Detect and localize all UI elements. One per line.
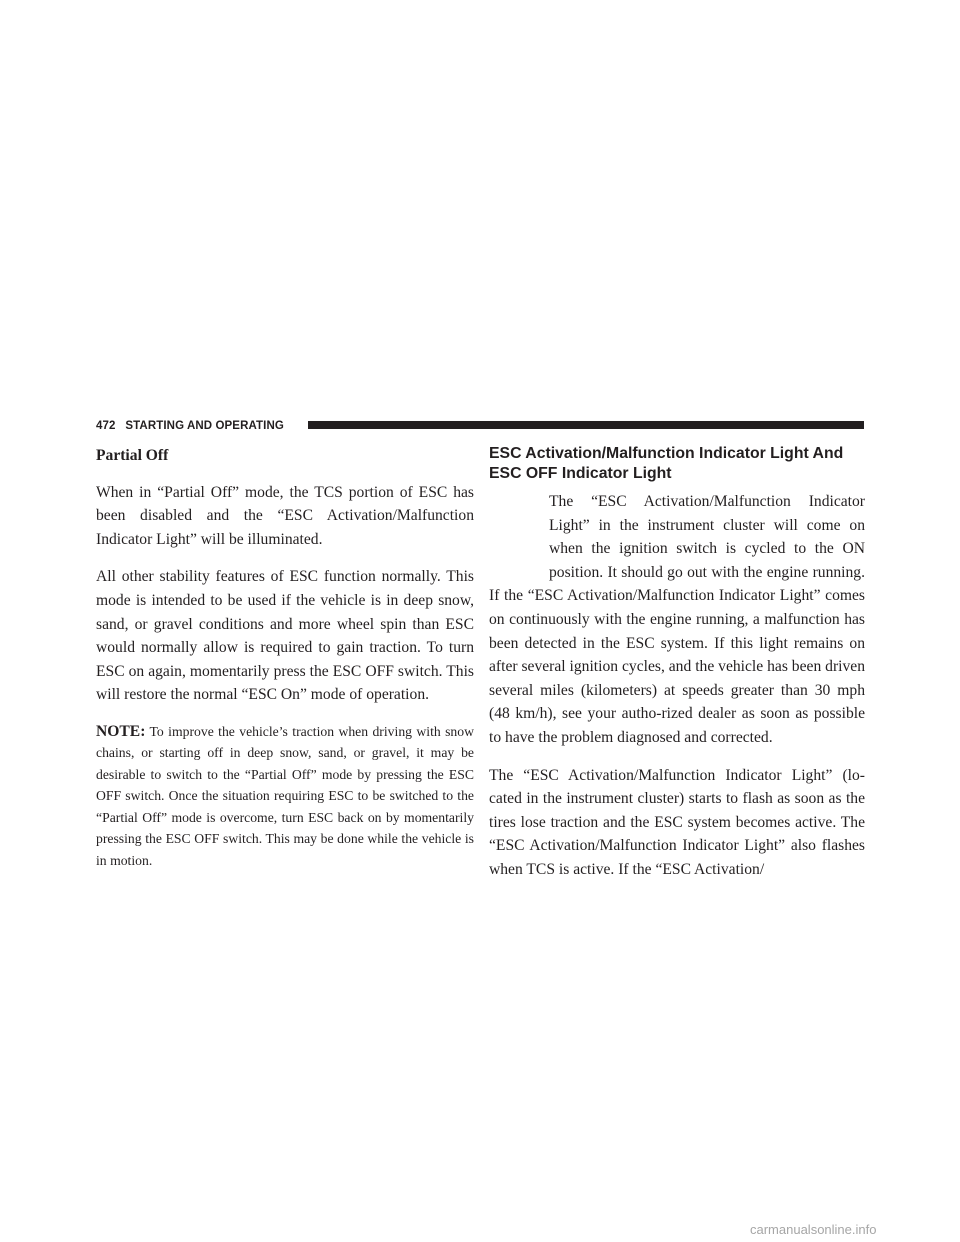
paragraph-partial-off-intro: When in “Partial Off” mode, the TCS portion of ESC has been disabled and the “ESC Activation/Malfunction Indicator Light” will be illuminated. <box>96 483 474 548</box>
section-title: ESC Activation/Malfunction Indicator Light And ESC OFF Indicator Light <box>489 445 844 482</box>
page-number: 472 <box>96 420 116 432</box>
paragraph-indicator-light: The “ESC Activation/Malfunction Indicator Light” in the instrument cluster will come on when the ignition switch is cycled to the ON position. It should go out with the engine running. If the “ESC Activation/Malfunction Indicator Light” comes on continuously with the engine running, a malfunction has been detected in the ESC system. If this light remains on after several ignition cycles, and the vehicle has been driven several miles (kilometers) at speeds greater than 30 mph (48 km/h), see your autho-rized dealer as soon as possible to have the problem diagnosed and corrected. <box>489 493 865 746</box>
subhead-partial-off: Partial Off <box>96 447 169 464</box>
header-rule <box>308 421 864 429</box>
section-name: STARTING AND OPERATING <box>125 420 284 432</box>
watermark: carmanualsonline.info <box>750 1222 877 1237</box>
note-text: To improve the vehicle’s traction when driving with snow chains, or starting off in deep snow, sand, or gravel, it may be desirable to switch to the “Partial Off” mode by pressing the ESC OFF switch. Once the situation requiring ESC to be switched to the “Partial Off” mode is overcome, turn ESC back on by momentarily pressing the ESC OFF switch. This may be done while the vehicle is in motion. <box>96 723 474 868</box>
note-label: NOTE: <box>96 722 146 740</box>
left-column <box>96 444 474 885</box>
page-header-text <box>96 419 284 433</box>
note-paragraph <box>96 721 474 872</box>
right-column <box>489 444 865 896</box>
indicator-light-icon-space <box>489 490 549 584</box>
page-header <box>96 417 864 433</box>
paragraph-stability-features: All other stability features of ESC function normally. This mode is intended to be used if the vehicle is in deep snow, sand, or gravel conditions and more wheel spin than ESC would normally allow is required to gain traction. To turn ESC on again, momentarily press the ESC OFF switch. This will restore the normal “ESC On” mode of operation. <box>96 568 474 704</box>
paragraph-indicator-flash: The “ESC Activation/Malfunction Indicator Light” (lo-cated in the instrument cluster) starts to flash as soon as the tires lose traction and the ESC system becomes active. The “ESC Activation/Malfunction Indicator Light” also flashes when TCS is active. If the “ESC Activation/ <box>489 766 865 878</box>
